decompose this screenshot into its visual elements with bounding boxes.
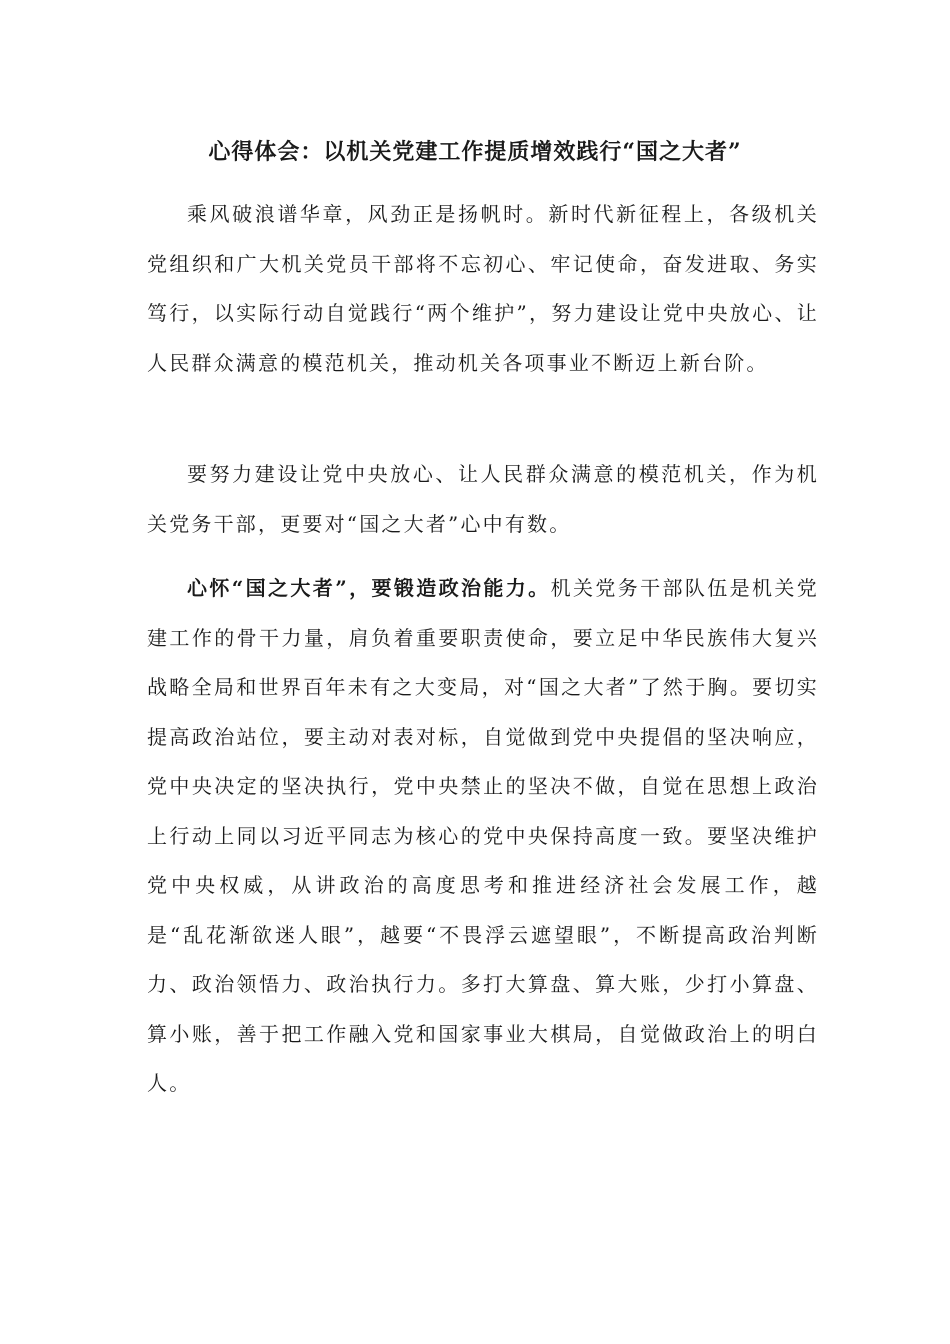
- paragraph-lead-heading: 心怀“国之大者”，要锻造政治能力。: [187, 576, 551, 600]
- paragraph-text: 要努力建设让党中央放心、让人民群众满意的模范机关，作为机关党务干部，更要对“国之大者”心中有数。: [147, 462, 819, 536]
- paragraph-text: 机关党务干部队伍是机关党建工作的骨干力量，肩负着重要职责使命，要立足中华民族伟大复兴战略全局和世界百年未有之大变局，对“国之大者”了然于胸。要切实提高政治站位，要主动对表对标，自觉做到党中央提倡的坚决响应，党中央决定的坚决执行，党中央禁止的坚决不做，自觉在思想上政治上行动上同以习近平同志为核心的党中央保持高度一致。要坚决维护党中央权威，从讲政治的高度思考和推进经济社会发展工作，越是“乱花渐欲迷人眼”，越要“不畏浮云遮望眼”，不断提高政治判断力、政治领悟力、政治执行力。多打大算盘、算大账，少打小算盘、算小账，善于把工作融入党和国家事业大棋局，自觉做政治上的明白人。: [147, 576, 819, 1095]
- paragraph-text: 乘风破浪谱华章，风劲正是扬帆时。新时代新征程上，各级机关党组织和广大机关党员干部将不忘初心、牢记使命，奋发进取、务实笃行，以实际行动自觉践行“两个维护”，努力建设让党中央放心、让人民群众满意的模范机关，推动机关各项事业不断迈上新台阶。: [147, 202, 819, 375]
- paragraph-model-organ: [147, 450, 819, 549]
- document-title: 心得体会：以机关党建工作提质增效践行“国之大者”: [208, 139, 742, 165]
- paragraph-intro: [147, 190, 819, 388]
- paragraph-political-ability: [147, 564, 819, 1109]
